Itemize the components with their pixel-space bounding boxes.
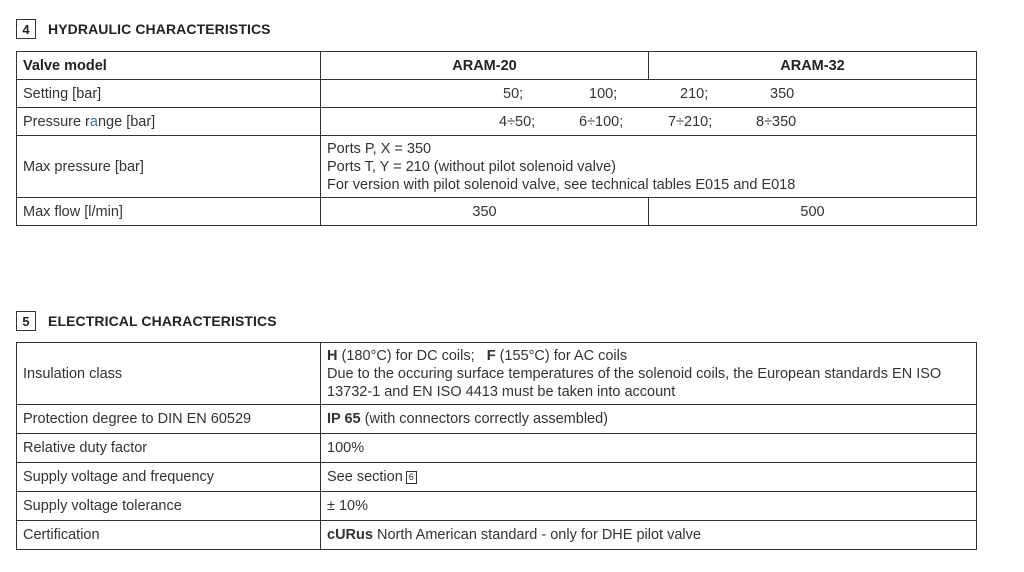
pressure-range-value: 4÷50; <box>499 113 536 130</box>
table-row <box>17 463 977 492</box>
class-h: H <box>327 347 338 364</box>
pressure-range-value: 8÷350 <box>756 113 797 130</box>
table-row <box>17 136 977 198</box>
table-row <box>17 343 977 405</box>
insulation-value <box>321 343 977 405</box>
table-row <box>17 521 977 550</box>
setting-value: 350 <box>770 85 795 102</box>
label-part: nge [bar] <box>97 113 156 130</box>
setting-label: Setting [bar] <box>17 80 321 108</box>
max-pressure-line: Ports P, X = 350 <box>327 140 432 157</box>
setting-values <box>321 80 977 108</box>
see-section-text: See section <box>327 469 403 485</box>
insulation-line: 13732-1 and EN ISO 4413 must be taken into account <box>327 383 676 400</box>
table-row <box>17 492 977 521</box>
pressure-range-value: 7÷210; <box>668 113 713 130</box>
class-h-text: (180°C) for DC coils; <box>337 347 487 364</box>
curus-mark: cURus <box>327 527 373 543</box>
max-pressure-line: For version with pilot solenoid valve, see technical tables E015 and E018 <box>327 176 796 193</box>
pressure-range-label <box>17 108 321 136</box>
max-flow-aram-20: 350 <box>321 198 649 226</box>
certification-text: North American standard - only for DHE pilot valve <box>372 527 701 543</box>
max-pressure-line: Ports T, Y = 210 (without pilot solenoid valve) <box>327 158 616 175</box>
certification-label: Certification <box>17 521 321 550</box>
header-aram-32: ARAM-32 <box>649 52 977 80</box>
header-aram-20: ARAM-20 <box>321 52 649 80</box>
section-title-hydraulic: HYDRAULIC CHARACTERISTICS <box>48 21 271 37</box>
protection-label: Protection degree to DIN EN 60529 <box>17 405 321 434</box>
pressure-range-value: 6÷100; <box>579 113 624 130</box>
label-part: Pressure r <box>23 113 90 130</box>
header-valve-model: Valve model <box>17 52 321 80</box>
protection-value <box>321 405 977 434</box>
table-row <box>17 405 977 434</box>
section-title-electrical: ELECTRICAL CHARACTERISTICS <box>48 313 277 329</box>
label-part-highlight: a <box>89 113 98 130</box>
setting-value: 210; <box>680 85 709 102</box>
electrical-section-heading <box>16 311 277 331</box>
duty-value: 100% <box>321 434 977 463</box>
insulation-line <box>327 347 970 365</box>
max-flow-aram-32: 500 <box>649 198 977 226</box>
class-f: F <box>486 347 496 364</box>
table-row <box>17 434 977 463</box>
max-pressure-values <box>321 136 977 198</box>
electrical-table <box>16 342 977 550</box>
table-row <box>17 198 977 226</box>
insulation-line: Due to the occuring surface temperatures of the solenoid coils, the European standards EN ISO <box>327 365 942 382</box>
hydraulic-section-heading <box>16 19 271 39</box>
table-row <box>17 80 977 108</box>
max-pressure-label: Max pressure [bar] <box>17 136 321 198</box>
duty-label: Relative duty factor <box>17 434 321 463</box>
table-row <box>17 108 977 136</box>
pressure-range-values <box>321 108 977 136</box>
tolerance-label: Supply voltage tolerance <box>17 492 321 521</box>
class-f-text: (155°C) for AC coils <box>495 347 628 364</box>
setting-value: 50; <box>503 85 524 102</box>
ip-rating: IP 65 <box>327 411 361 427</box>
setting-value: 100; <box>589 85 618 102</box>
supply-freq-label: Supply voltage and frequency <box>17 463 321 492</box>
tolerance-value: ± 10% <box>321 492 977 521</box>
max-flow-label: Max flow [l/min] <box>17 198 321 226</box>
protection-text: (with connectors correctly assembled) <box>360 411 609 427</box>
section-ref-box[interactable]: 6 <box>406 471 417 484</box>
supply-freq-value <box>321 463 977 492</box>
section-number-5: 5 <box>16 311 36 331</box>
insulation-label: Insulation class <box>17 343 321 405</box>
table-row <box>17 52 977 80</box>
hydraulic-table <box>16 51 977 226</box>
section-number-4: 4 <box>16 19 36 39</box>
certification-value <box>321 521 977 550</box>
